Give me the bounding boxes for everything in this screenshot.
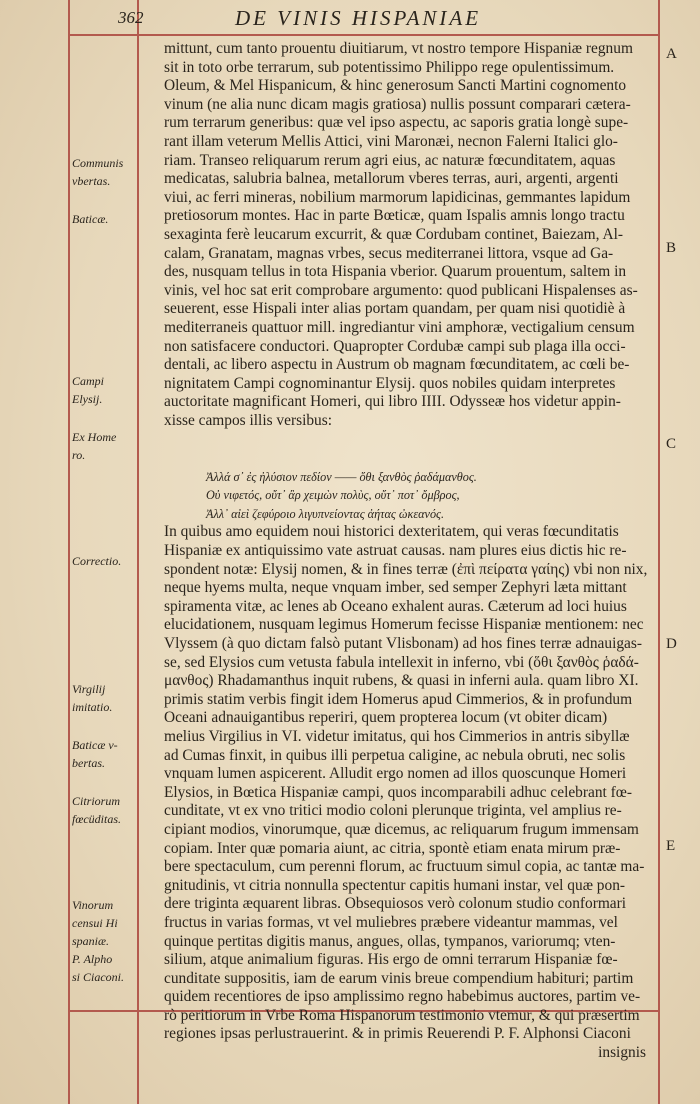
text-line: spiramenta vitæ, ac lenes ab Oceano exhalent auras. Cæterum ad loci huius <box>164 597 627 615</box>
text-line: silium, atque animalium figuras. His ergo de omni terrarum Hispaniæ fœ- <box>164 951 618 969</box>
text-line <box>164 430 654 449</box>
text-line: sexaginta ferè leucarum excurrit, & quæ Cordubam continet, Baiezam, Al- <box>164 225 623 243</box>
text-line: vinis, vel hoc sat erit comprobare argumento: quod publicani Hispalenses as- <box>164 281 638 299</box>
text-line: cipiant modios, vinorumque, quæ dicemus, ac reliquarum frugum immensam <box>164 820 639 838</box>
text-line: calam, Granatam, magnas vrbes, secus mediterranei littora, vsque ad Ga- <box>164 244 614 262</box>
margin-note-vinorum: Vinorum censui Hi spaniæ. P. Alpho si Ciaconi. <box>72 898 125 984</box>
text-line: regiones ipsas perlustrauerint. & in primis Reuerendi P. F. Alphonsi Ciaconi <box>164 1025 631 1043</box>
frame-rule-left <box>68 0 70 1104</box>
section-marker-a: A <box>666 46 677 62</box>
text-line: auctoritate magnificant Homeri, qui libro IIII. Odysseæ hos videtur appin- <box>164 393 621 411</box>
text-line: riam. Transeo reliquarum rerum agri eius, ac naturæ fœcunditatem, aquas <box>164 151 616 169</box>
text-line: dentali, ac libero aspectu in Austrum ob magnam fœcunditatem, ac cœli be- <box>164 356 630 374</box>
text-line: primis statim verbis fingit idem Homerus apud Cimmerios, & in profundum <box>164 690 633 708</box>
text-line <box>164 449 654 468</box>
text-line: des, nusquam tellus in tota Hispania vberior. Quarum prouentum, saltem in <box>164 263 627 281</box>
text-line: spondent notæ: Elysij nomen, & in fines terræ (ἐπὶ πείρατα γαίης) vbi non nix, <box>164 560 648 578</box>
text-line: copiam. Inter quæ pomaria aiunt, ac citria, spontè etiam enata mirum præ- <box>164 839 621 857</box>
text-line: pretiosorum montes. Hac in parte Bœticæ, quam Ispalis amnis longo tractu <box>164 207 625 225</box>
margin-note-campi: Campi Elysij. <box>72 374 105 406</box>
greek-verse-line: Ἀλλ᾽ αἰεὶ ζεφύροιο λιγυπνείοντας ἀήτας ὠκεανός. <box>206 506 445 521</box>
text-line: non satisfacere conductori. Quapropter Cordubæ campi sub plaga illa occi- <box>164 337 626 355</box>
text-line: rum terrarum generibus: quæ vel ipso aspectu, ac saporis gratia longè supe- <box>164 114 629 132</box>
text-line: rò peritiorum in Vrbe Roma Hispanorum testimonio vtemur, & qui præsertim <box>164 1006 640 1024</box>
margin-note-baeticae-ubertas: Baticæ v- bertas. <box>72 738 118 770</box>
text-line: rant illam veterum Mellis Attici, vini Maronæi, necnon Falerni Italici glo- <box>164 132 618 150</box>
text-line: mittunt, cum tanto prouentu diuitiarum, vt nostro tempore Hispaniæ regnum <box>164 40 633 57</box>
section-marker-b: B <box>666 240 677 256</box>
text-line: neque hyems multa, neque vnquam imber, sed semper Zephyri læta mittant <box>164 579 627 597</box>
text-line: cunditate suppositis, iam de earum vinis breue compendium habituri; partim <box>164 969 634 987</box>
margin-note-correctio: Correctio. <box>72 554 122 568</box>
text-line: Vlyssem (à quo dictam falsò putant Vlisbonam) ad hos fines terræ adnauigas- <box>164 635 643 652</box>
text-line: fructus in varias formas, vt vel muliebres præbere videantur mammas, vel <box>164 913 618 931</box>
page-header <box>118 2 678 32</box>
frame-rule-header <box>68 34 659 36</box>
text-line: mediterraneis quattuor mill. ingrediantur vini amphoræ, vectigalium censum <box>164 318 635 336</box>
margin-note-virgilij: Virgilij imitatio. <box>72 682 113 714</box>
page-number: 362 <box>118 8 144 27</box>
section-marker-e: E <box>666 838 676 854</box>
text-line: bere spectaculum, cum perenni florum, ac fructuum simul copia, ac tantæ ma- <box>164 858 645 876</box>
margin-note-citriorum: Citriorum fœcüditas. <box>72 794 122 826</box>
margin-note-communis: Communis vbertas. <box>72 156 124 188</box>
text-line: medicatas, salubria balnea, metallorum vberes terras, auri, argenti, argenti <box>164 170 619 188</box>
text-line: seuerent, esse Hispali inter alias portam quandam, per quam nisi quotidiè à <box>164 300 626 318</box>
frame-rule-margin <box>137 0 139 1104</box>
section-marker-c: C <box>666 436 677 452</box>
text-line: se, sed Elysios cum vetusta fabula intellexit in inferno, vbi (ὅθι ξανθὸς ῥαδά- <box>164 653 639 671</box>
text-line: In quibus amo equidem noui historici dexteritatem, qui veras fœcunditatis <box>164 523 619 541</box>
text-line: gnitudinis, vt citria nonnulla spectentur capitis humani instar, vel quæ pon- <box>164 876 626 894</box>
running-head: DE VINIS HISPANIAE <box>235 6 482 30</box>
text-line: xisse campos illis versibus: <box>164 411 333 429</box>
text-line: sit in toto orbe terrarum, sub potentissimo Philippo rege opulentissimum. <box>164 58 615 76</box>
margin-note-ex-homero: Ex Home ro. <box>72 430 117 462</box>
text-line: quinque pertitas digitis manus, angues, ollas, tympanos, variorumq; vten- <box>164 932 616 950</box>
text-line: Oleum, & Mel Hispanicum, & hinc generosum Sancti Martini cognomento <box>164 77 627 95</box>
text-line: vnquam lumen aspicerent. Alludit ergo nomen ad illos quoscunque Homeri <box>164 765 627 783</box>
text-line: vinum (ne alia nunc dicam magis gratiosa) nullis possunt comparari cætera- <box>164 95 631 113</box>
margin-note-baeticae: Baticæ. <box>72 212 109 226</box>
body-text <box>164 40 654 1063</box>
text-line: cunditate, vt ex vno tritici modio coloni plerunque triginta, vel amplius re- <box>164 802 622 820</box>
text-line: viui, ac ferri mineras, nobilium marmorum lapidicinas, gemmantes lapidum <box>164 188 631 206</box>
text-line: ad Cumas finxit, in quibus illi perpetua caligine, ac nebula obruti, nec solis <box>164 746 626 764</box>
text-line: elucidationem, nusquam legimus Homerum fecisse Hispaniæ mentionem: nec <box>164 616 644 634</box>
frame-rule-right <box>658 0 660 1104</box>
text-line: dere triginta æquarent libras. Obsequiosos verò colonum studio conformari <box>164 895 627 913</box>
text-line: μανθος) Rhadamanthus inquit rubens, & quasi in inferni aula. quam libro XI. <box>164 672 639 690</box>
greek-verse-line: Ἀλλά σ᾽ ἐς ἠλύσιον πεδίον —— ὅθι ξανθὸς ῥαδάμανθος. <box>206 469 477 484</box>
catchword: insignis <box>598 1044 646 1062</box>
text-line: quidem recentiores de ipso amplissimo regno habebimus auctores, partim ve- <box>164 988 641 1006</box>
text-line: Elysios, in Bœtica Hispaniæ campi, quos incomparabili adhuc celebrant fœ- <box>164 783 633 801</box>
text-line: nignitatem Campi cognominantur Elysij. quos nobiles quidam interpretes <box>164 374 616 392</box>
text-line: Hispaniæ ex antiquissimo vate astruat causas. nam plures eius dictis hic re- <box>164 542 627 560</box>
text-line: Oceani adnauigantibus reperiri, quem propterea locum (vt obiter dicam) <box>164 709 608 727</box>
text-line: melius Virgilius in VI. videtur imitatus, qui hos Cimmerios in antris sibyllæ <box>164 727 630 745</box>
greek-verse-line: Οὐ νιφετός, οὔτ᾽ ἂρ χειμὼν πολὺς, οὔτ᾽ ποτ᾽ ὄμβρος, <box>206 488 460 503</box>
section-marker-d: D <box>666 636 677 652</box>
